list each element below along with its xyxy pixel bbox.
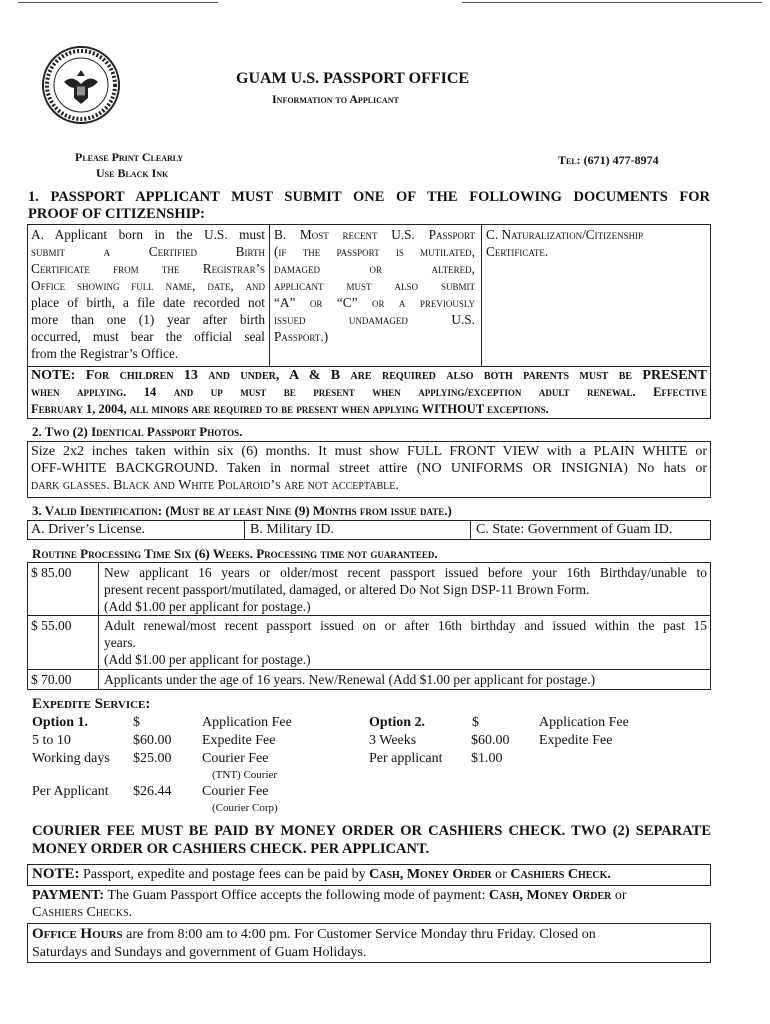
office-hours-line2: Saturdays and Sundays and government of Guam Holidays. xyxy=(32,945,367,960)
black-ink: Use Black Ink xyxy=(96,166,169,180)
doc-b-line: Passport.) xyxy=(274,329,329,344)
col-divider xyxy=(244,520,245,540)
col-divider xyxy=(98,562,99,690)
option1-courier-amount: $25.00 xyxy=(133,751,172,766)
fee-line: Applicants under the age of 16 years. New/Renewal (Add $1.00 per applicant for postage.) xyxy=(104,672,596,687)
option2-per-applicant: Per applicant xyxy=(369,751,443,766)
section1-heading: 1. PASSPORT APPLICANT MUST SUBMIT ONE OF THE FOLLOWING DOCUMENTS FOR xyxy=(28,189,710,205)
doc-a-line: from the Registrar’s Office. xyxy=(31,346,179,361)
row-divider xyxy=(27,669,711,670)
courier-fee-notice: COURIER FEE MUST BE PAID BY MONEY ORDER OR CASHIERS CHECK. TWO (2) SEPARATE xyxy=(32,823,711,839)
fee-description xyxy=(104,671,707,688)
option1-working-days: Working days xyxy=(32,751,110,766)
doc-a-line: more than one (1) year after birth xyxy=(31,312,265,327)
payment-text: The Guam Passport Office accepts the following mode of payment: xyxy=(104,888,489,903)
section2-heading: 2. Two (2) Identical Passport Photos. xyxy=(32,424,243,439)
fee-amount: $ 55.00 xyxy=(31,618,72,633)
fee-line: Adult renewal/most recent passport issued on or after 16th birthday and issued within the past 15 xyxy=(104,618,707,633)
courier-fee-notice-2: MONEY ORDER OR CASHIERS CHECK. PER APPLICANT. xyxy=(32,841,430,857)
option1-dollar: $ xyxy=(133,715,140,730)
doc-a-line: A. Applicant born in the U.S. must xyxy=(31,227,265,242)
doc-c-line: Certificate. xyxy=(486,244,549,259)
option2-app-fee: Application Fee xyxy=(539,715,629,730)
note-line: when applying. 14 and up must be present when applying/exception adult renewal. Effective xyxy=(31,385,707,399)
print-clearly: Please Print Clearly xyxy=(75,150,184,164)
children-note xyxy=(31,367,707,418)
photo-line: dark glasses. Black and White Polaroid’s are not acceptable. xyxy=(31,478,399,493)
option1-label: Option 1. xyxy=(32,715,89,730)
payment-note xyxy=(32,866,611,883)
fee-line: years. xyxy=(104,635,136,650)
fee-line: New applicant 16 years or older/most recent passport issued before your 16th Birthday/unable to xyxy=(104,565,707,580)
telephone: Tel: (671) 477-8974 xyxy=(558,153,659,167)
office-hours xyxy=(32,925,708,962)
doc-a-line: Office showing full name, date, and xyxy=(31,278,265,293)
fee-amount: $ 70.00 xyxy=(31,672,72,687)
id-drivers-license: A. Driver’s License. xyxy=(31,522,146,537)
doc-b-line: applicant must also submit xyxy=(274,278,475,293)
doc-a-line: place of birth, a file date recorded not xyxy=(31,295,265,310)
payment-line2: Cashiers Checks. xyxy=(32,905,133,920)
fee-line: (Add $1.00 per applicant for postage.) xyxy=(104,652,311,667)
section3-heading: 3. Valid Identification: (Must be at least Nine (9) Months from issue date.) xyxy=(32,503,452,518)
doc-option-a xyxy=(31,226,265,362)
doc-b-line: “A” or “C” or a previously xyxy=(274,295,475,310)
id-state-guam: C. State: Government of Guam ID. xyxy=(476,522,673,537)
note-last: Cashiers Check. xyxy=(510,867,611,882)
top-rule xyxy=(18,2,218,3)
doc-b-line: (if the passport is mutilated, xyxy=(274,244,475,259)
option2-expedite-amount: $60.00 xyxy=(471,733,510,748)
option1-courier-corp-fee: Courier Fee xyxy=(202,784,269,799)
doc-b-line: issued undamaged U.S. xyxy=(274,312,475,327)
doc-option-c xyxy=(486,226,708,260)
col-divider xyxy=(481,224,482,366)
option2-dollar: $ xyxy=(472,715,479,730)
payment-methods: Cash, Money Order xyxy=(488,888,612,903)
option1-days: 5 to 10 xyxy=(32,733,71,748)
top-rule xyxy=(462,2,762,3)
doc-a-line: Certificate from the Registrar’s xyxy=(31,261,265,276)
option2-weeks: 3 Weeks xyxy=(369,733,417,748)
department-of-state-seal-icon xyxy=(42,46,120,124)
photo-line: OFF-WHITE BACKGROUND. Taken in normal street attire (NO UNIFORMS OR INSIGNIA) No hats or xyxy=(31,461,707,476)
doc-b-line: B. Most recent U.S. Passport xyxy=(274,227,475,242)
office-hours-text: are from 8:00 am to 4:00 pm. For Customer Service Monday thru Friday. Closed on xyxy=(122,927,596,942)
fee-line: present recent passport/mutilated, damaged, or altered Do Not Sign DSP-11 Brown Form. xyxy=(104,582,590,597)
doc-a-line: submit a Certified Birth xyxy=(31,244,265,259)
doc-b-line: damaged or altered, xyxy=(274,261,475,276)
option1-courier-corp-amount: $26.44 xyxy=(133,784,172,799)
doc-option-b xyxy=(274,226,475,345)
col-divider xyxy=(269,224,270,366)
section1-heading-2: PROOF OF CITIZENSHIP: xyxy=(28,206,205,222)
option1-app-fee: Application Fee xyxy=(202,715,292,730)
option1-expedite-fee: Expedite Fee xyxy=(202,733,276,748)
note-text: Passport, expedite and postage fees can be paid by xyxy=(79,867,370,882)
option2-label: Option 2. xyxy=(369,715,426,730)
option1-courier-corp: (Courier Corp) xyxy=(212,802,278,814)
row-divider xyxy=(27,615,711,616)
expedite-heading: Expedite Service: xyxy=(32,696,151,712)
note-or: or xyxy=(491,867,511,882)
doc-c-line: C. Naturalization/Citizenship xyxy=(486,227,644,242)
option2-postage-amount: $1.00 xyxy=(471,751,503,766)
payment-prefix: PAYMENT: xyxy=(32,888,105,903)
note-line: NOTE: For children 13 and under, A & B are required also both parents must be PRESENT xyxy=(31,368,707,383)
office-title: GUAM U.S. PASSPORT OFFICE xyxy=(236,70,470,87)
option1-courier-fee: Courier Fee xyxy=(202,751,269,766)
doc-a-line: occurred, must bear the official seal xyxy=(31,329,265,344)
payment-modes xyxy=(32,887,711,921)
routine-heading: Routine Processing Time Six (6) Weeks. Processing time not guaranteed. xyxy=(32,546,438,561)
office-hours-prefix: Office Hours xyxy=(32,926,123,942)
note-methods: Cash, Money Order xyxy=(369,867,492,882)
fee-amount: $ 85.00 xyxy=(31,565,72,580)
note-line: February 1, 2004, all minors are required to be present when applying WITHOUT exceptions. xyxy=(31,402,549,416)
fee-description xyxy=(104,564,707,615)
option1-courier-tnt: (TNT) Courier xyxy=(212,769,278,781)
note-prefix: NOTE: xyxy=(32,866,80,882)
photo-line: Size 2x2 inches taken within six (6) months. It must show FULL FRONT VIEW with a PLAIN WHITE or xyxy=(31,444,707,459)
option1-expedite-amount: $60.00 xyxy=(133,733,172,748)
fee-line: (Add $1.00 per applicant for postage.) xyxy=(104,599,311,614)
office-subtitle: Information to Applicant xyxy=(272,92,399,106)
option2-expedite-fee: Expedite Fee xyxy=(539,733,613,748)
id-military: B. Military ID. xyxy=(250,522,334,537)
col-divider xyxy=(470,520,471,540)
payment-or: or xyxy=(611,888,627,903)
fee-description xyxy=(104,617,707,668)
option1-per-applicant: Per Applicant xyxy=(32,784,109,799)
photo-requirements xyxy=(31,443,707,494)
